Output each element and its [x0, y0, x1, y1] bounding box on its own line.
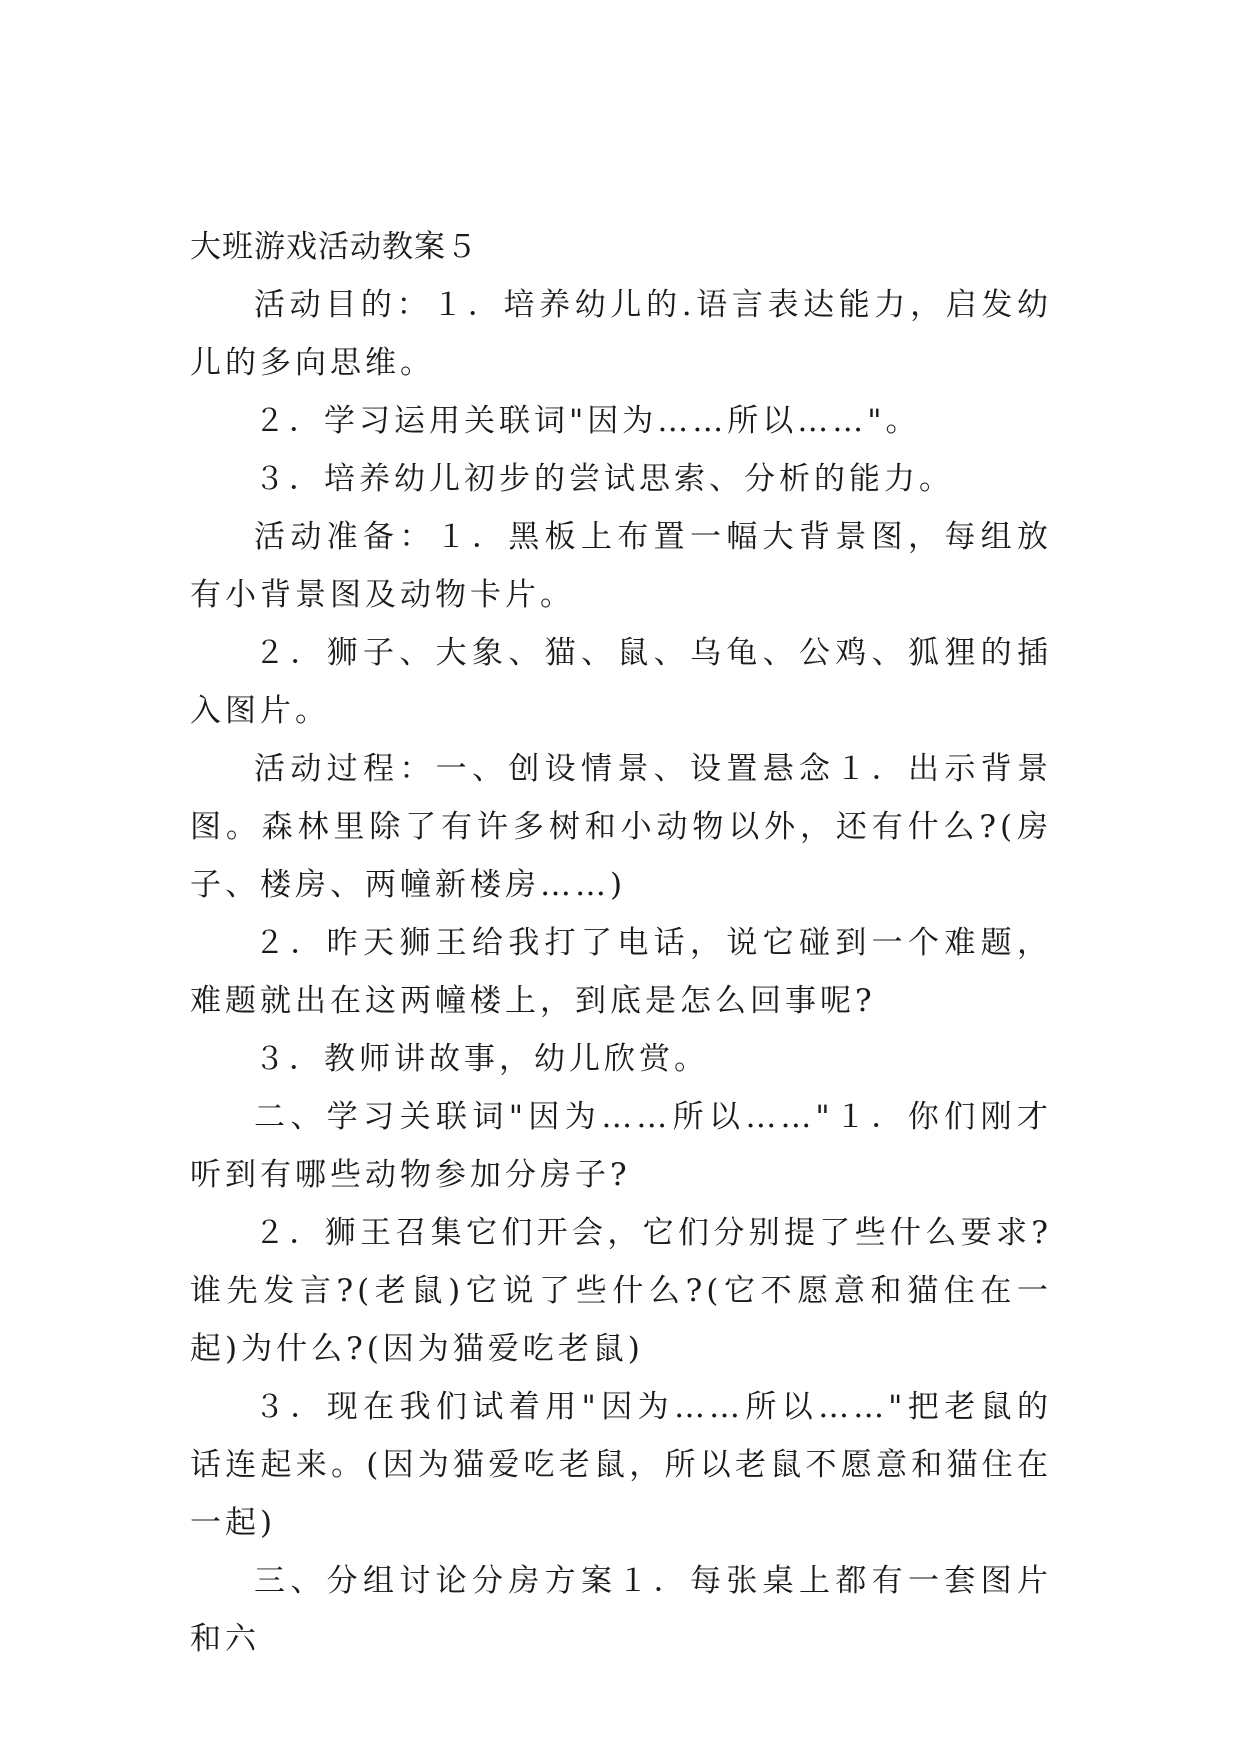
- paragraph-preparation-1: 活动准备：１．黑板上布置一幅大背景图，每组放有小背景图及动物卡片。: [190, 519, 1052, 613]
- paragraph-section-two-2: ２．狮王召集它们开会，它们分别提了些什么要求?谁先发言?(老鼠)它说了些什么?(它不愿意和猫住在一起)为什么?(因为猫爱吃老鼠): [190, 1215, 1052, 1367]
- paragraph-section-two-3: ３．现在我们试着用"因为……所以……"把老鼠的话连起来。(因为猫爱吃老鼠，所以老鼠不愿意和猫住在一起): [190, 1389, 1052, 1541]
- paragraph-process-1: 活动过程：一、创设情景、设置悬念１．出示背景图。森林里除了有许多树和小动物以外，还有什么?(房子、楼房、两幢新楼房……): [190, 751, 1052, 903]
- paragraph-preparation-2: ２．狮子、大象、猫、鼠、乌龟、公鸡、狐狸的插入图片。: [190, 635, 1052, 729]
- document-title: 大班游戏活动教案５: [190, 229, 478, 265]
- paragraph-goal-3: ３．培养幼儿初步的尝试思索、分析的能力。: [254, 461, 954, 497]
- paragraph-section-two-1: 二、学习关联词"因为……所以……"１．你们刚才听到有哪些动物参加分房子?: [190, 1099, 1052, 1193]
- paragraph-section-three-1: 三、分组讨论分房方案１．每张桌上都有一套图片和六: [190, 1563, 1052, 1657]
- paragraph-activity-goals: 活动目的：１．培养幼儿的.语言表达能力，启发幼儿的多向思维。: [190, 287, 1052, 381]
- paragraph-goal-2: ２．学习运用关联词"因为……所以……"。: [254, 403, 921, 439]
- document-page: [190, 218, 1052, 1668]
- paragraph-process-2: ２．昨天狮王给我打了电话，说它碰到一个难题，难题就出在这两幢楼上，到底是怎么回事呢?: [190, 925, 1052, 1019]
- paragraph-process-3: ３．教师讲故事，幼儿欣赏。: [254, 1041, 709, 1077]
